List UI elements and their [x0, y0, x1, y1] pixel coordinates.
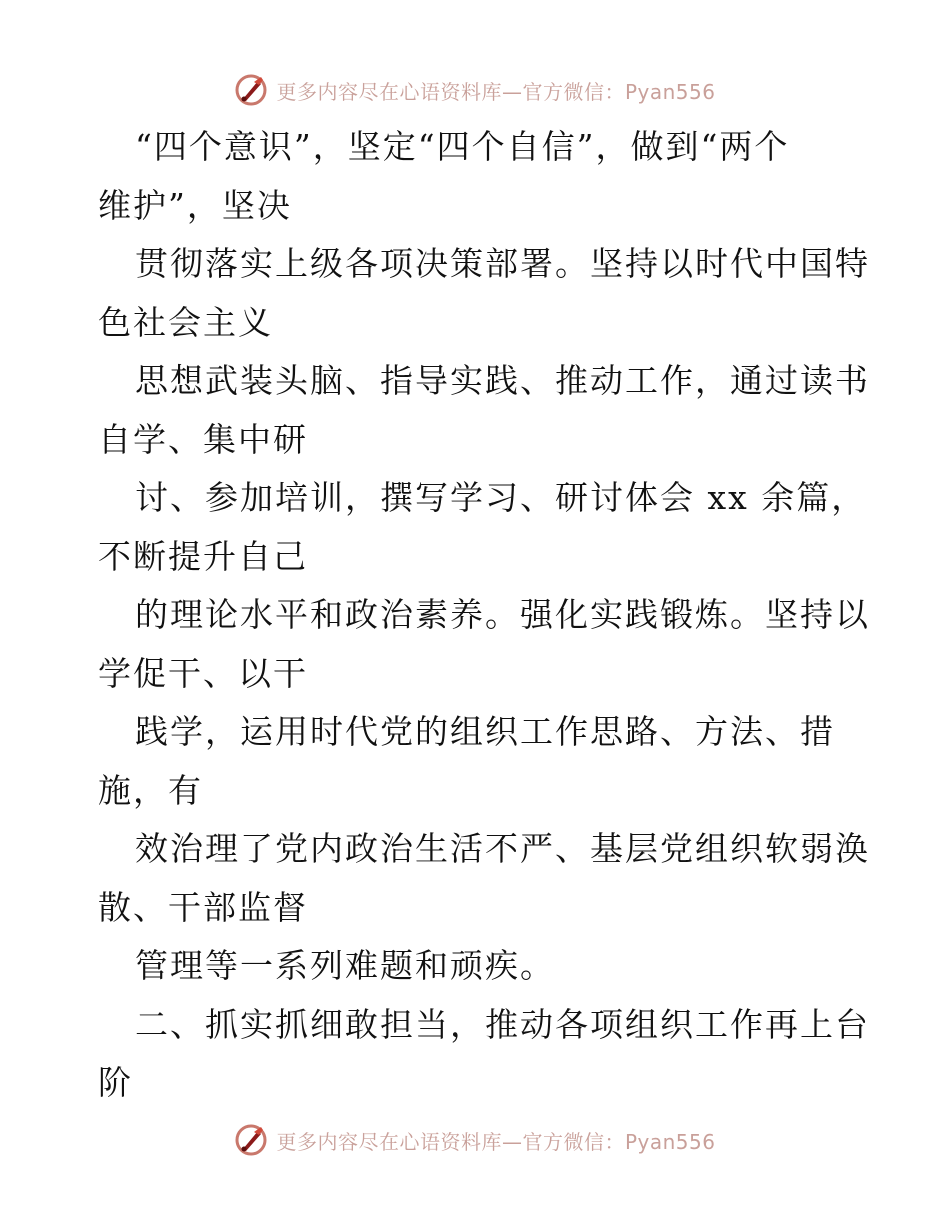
footer-watermark-text: 更多内容尽在心语资料库—官方微信：Pyan556 — [276, 1129, 716, 1154]
text-line: 色社会主义 — [98, 302, 273, 342]
quill-logo-icon — [234, 1123, 268, 1157]
text-line: 二、抓实抓细敢担当，推动各项组织工作再上台 — [135, 1004, 870, 1044]
quill-logo-icon — [234, 73, 268, 107]
text-line: 维护”，坚决 — [98, 185, 292, 225]
text-line: 自学、集中研 — [98, 419, 308, 459]
text-line: 施，有 — [98, 770, 203, 810]
text-line: 不断提升自己 — [98, 536, 308, 576]
text-line: 思想武装头脑、指导实践、推动工作，通过读书 — [135, 361, 870, 400]
document-body — [98, 118, 870, 1113]
text-line: 管理等一系列难题和顽疾。 — [135, 946, 555, 985]
text-line: “四个意识”，坚定“四个自信”，做到“两个 — [135, 127, 790, 166]
header-watermark-text: 更多内容尽在心语资料库—官方微信：Pyan556 — [276, 79, 716, 104]
footer-watermark — [0, 1120, 950, 1160]
text-line: 效治理了党内政治生活不严、基层党组织软弱涣 — [135, 829, 870, 868]
text-line: 讨、参加培训，撰写学习、研讨体会 xx 余篇， — [135, 478, 867, 517]
text-line: 学促干、以干 — [98, 653, 308, 693]
text-line: 散、干部监督 — [98, 887, 308, 927]
text-line: 的理论水平和政治素养。强化实践锻炼。坚持以 — [135, 595, 870, 634]
text-line: 阶 — [98, 1063, 133, 1102]
header-watermark — [0, 70, 950, 110]
text-line: 践学，运用时代党的组织工作思路、方法、措 — [135, 712, 835, 751]
text-line: 贯彻落实上级各项决策部署。坚持以时代中国特 — [135, 244, 870, 283]
